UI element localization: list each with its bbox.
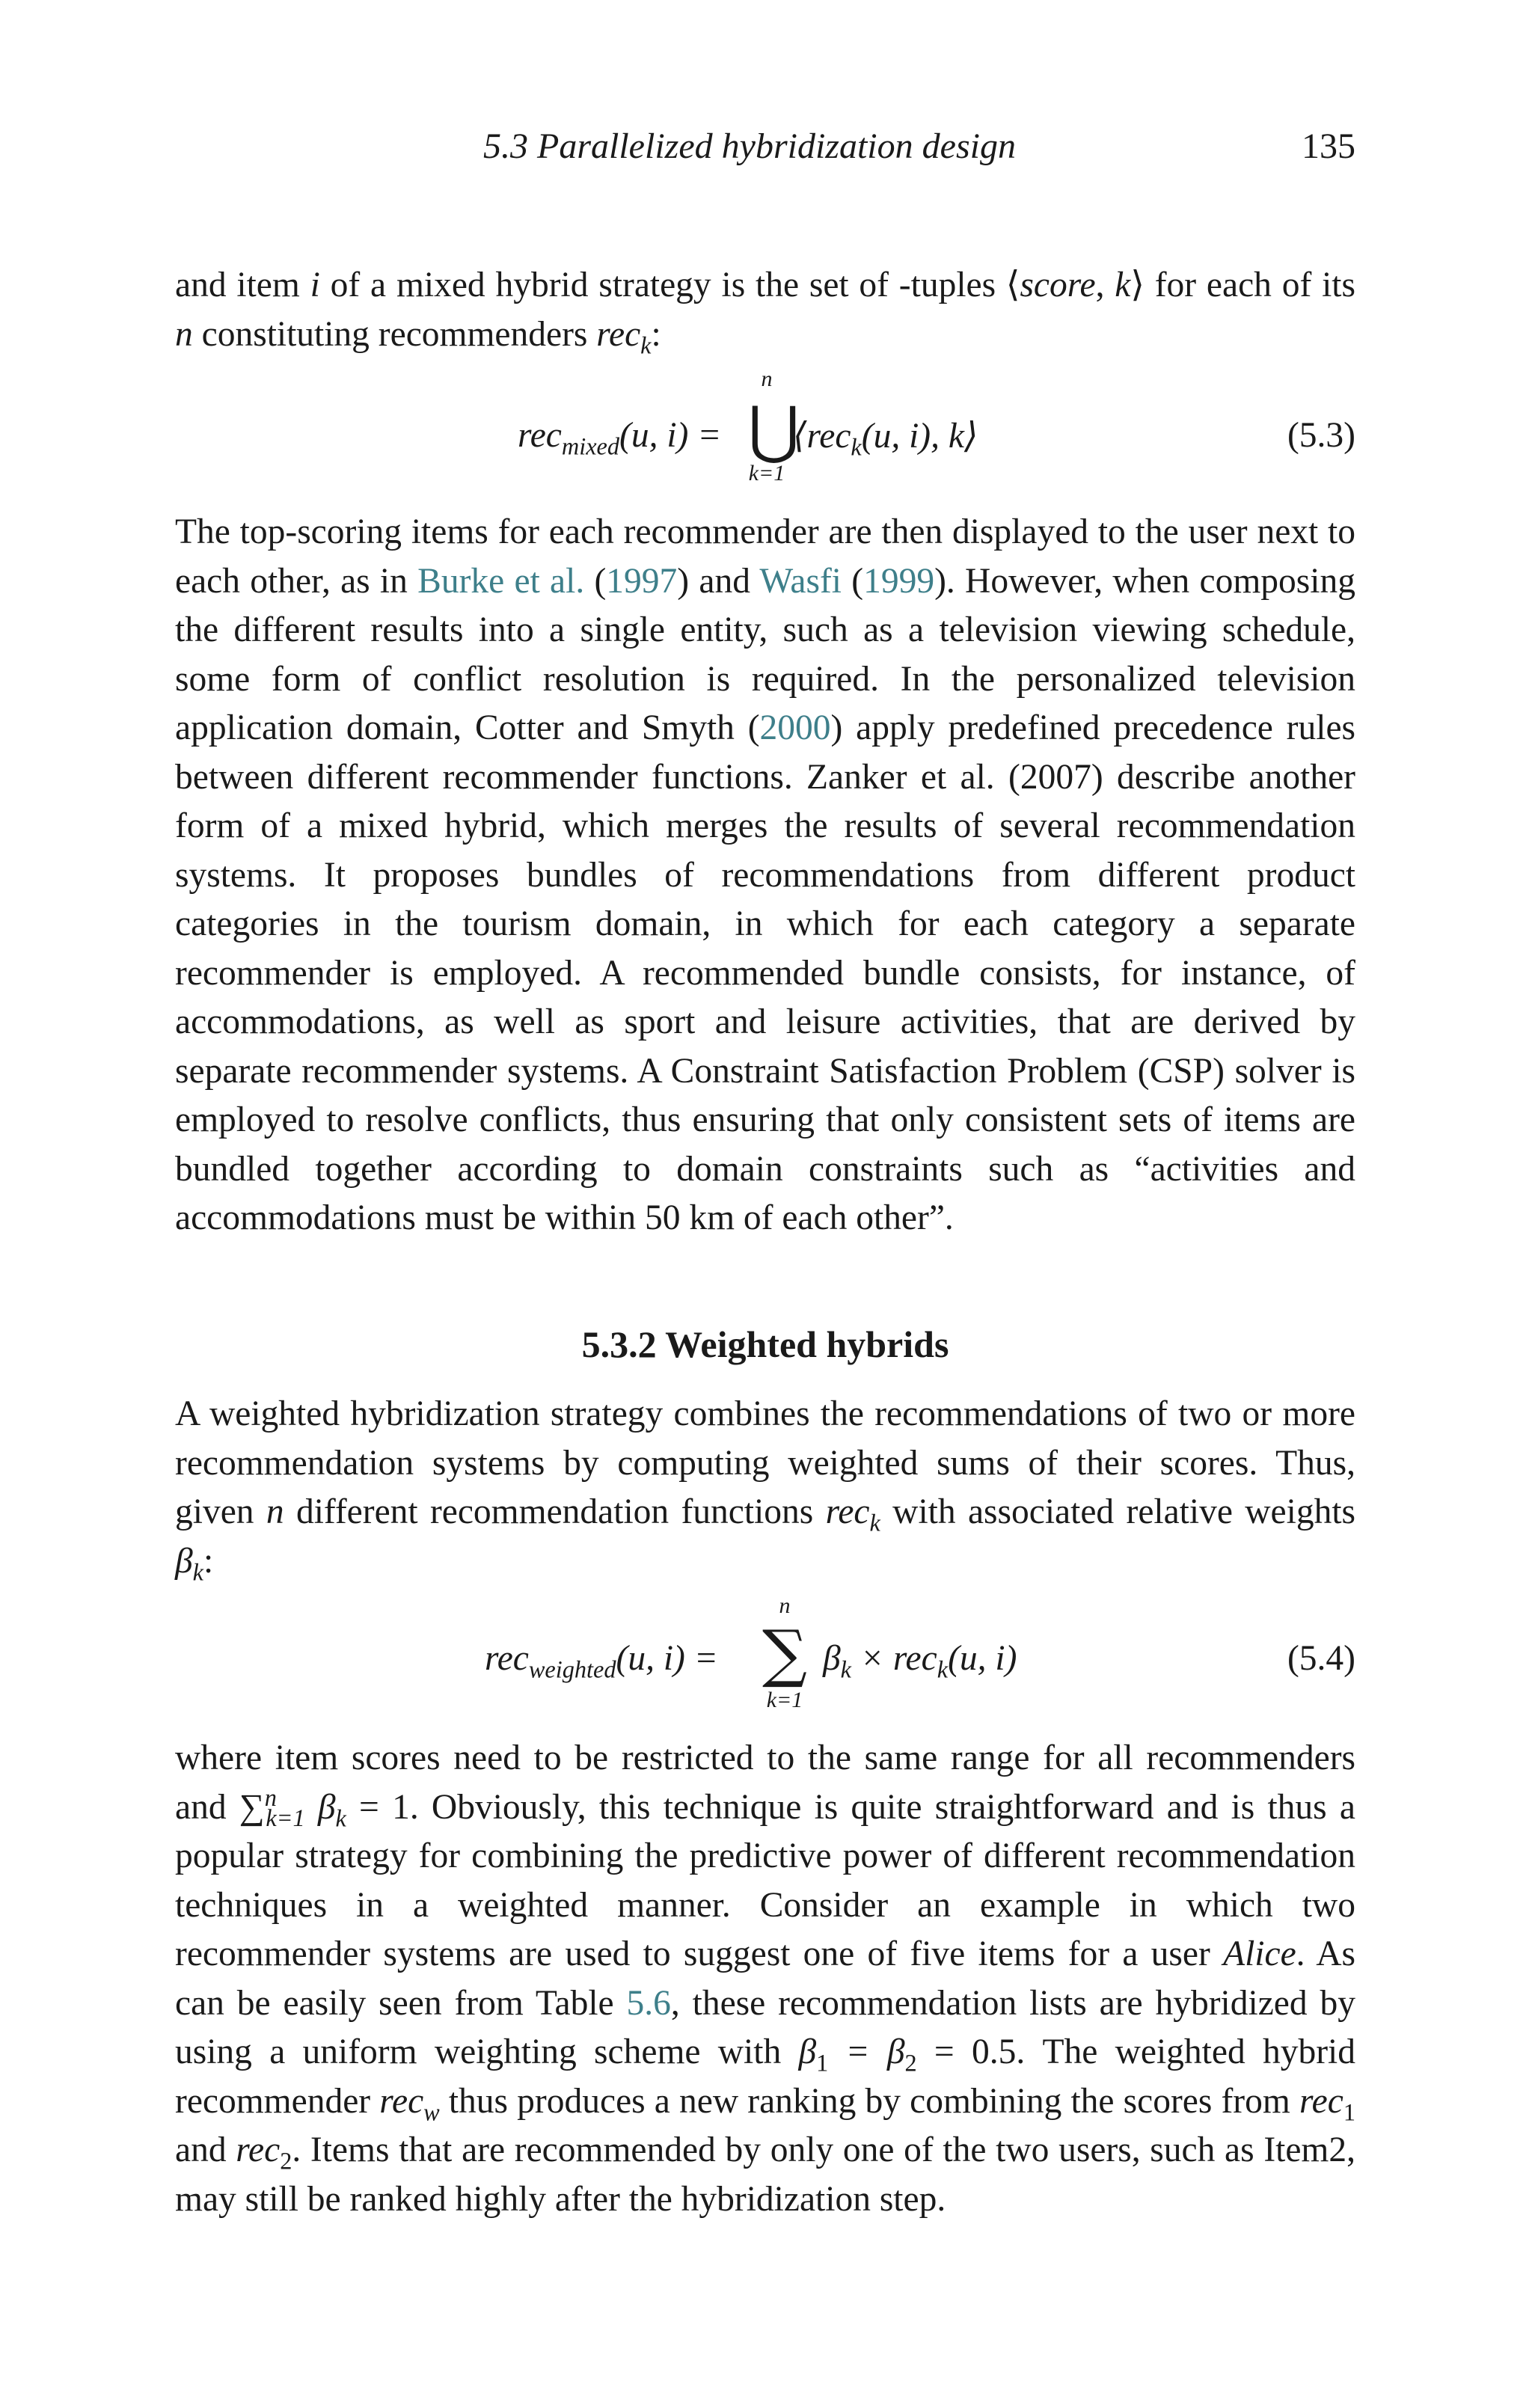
equation-5-4-rhs: $\beta_k \times rec_k(u$, i) bbox=[823, 1639, 1017, 1683]
equation-5-3 bbox=[175, 367, 1355, 494]
paragraph-mixed-hybrid-examples: The top-scoring items for each recommender are then displayed to the user next to each other, as in Burke et al. (1997) and Wasfi (1999). However, when composing the different results into a single entity, such as a television viewing schedule, some form of conflict resolution is required. In the personalized television application domain, Cotter and Smyth (2000) apply predefined precedence rules between different recommender functions. Zanker et al. (2007) describe another form of a mixed hybrid, which merges the results of several recommendation systems. It proposes bundles of recommendations from different product categories in the tourism domain, in which for each category a separate recommender is employed. A recommended bundle consists, for instance, of accommodations, as well as sport and leisure activities, that are derived by separate recommender systems. A Constraint Satisfaction Problem (CSP) solver is employed to resolve conflicts, thus ensuring that only consistent sets of items are bundled together according to domain constraints such as “activities and accommodations must be within 50 km of each other”. bbox=[175, 512, 1356, 1237]
citation-year-1999[interactable]: 1999 bbox=[863, 561, 935, 601]
union-upper-limit: n bbox=[761, 367, 773, 391]
citation-year-2000[interactable]: 2000 bbox=[759, 708, 831, 747]
paragraph-mixed-hybrid-def: and item i of a mixed hybrid strategy is the set of -tuples ⟨score, k⟩ for each of its n constituting recommenders rec$_k$: bbox=[175, 266, 1355, 358]
sum-lower-limit: k=1 bbox=[766, 1688, 803, 1712]
sum-upper-limit: n bbox=[779, 1593, 791, 1618]
page-number: 135 bbox=[1302, 126, 1355, 166]
equation-number-5-4: (5.4) bbox=[1287, 1639, 1355, 1678]
equation-5-3-rhs: ⟨rec$_k$(u, i), k⟩ bbox=[793, 417, 978, 461]
big-sum-symbol: ∑ bbox=[762, 1617, 807, 1690]
paragraph-weighted-hybrid-def: A weighted hybridization strategy combines the recommendations of two or more recommendation systems by computing weighted sums of their scores. Thus, given n different recommendation functions rec$_k$ with associated relative weights $\beta_k$: bbox=[175, 1394, 1356, 1585]
page bbox=[175, 0, 1355, 2408]
paragraph-weighted-hybrid-example: where item scores need to be restricted to the same range for all recommenders and ∑$^n_{k=1}$ $\beta_k = 1$. Obviously, this technique is quite straightforward and is thus a popular strategy for combining the predictive power of different recommendation techniques in a weighted manner. Consider an example in which two recommender systems are used to suggest one of five items for a user Alice. As can be easily seen from Table 5.6, these recommendation lists are hybridized by using a uniform weighting scheme with $\beta_1 = \beta_2 = 0.5$. The weighted hybrid recommender rec$_w$ thus produces a new ranking by combining the scores from rec$_1$ and rec$_2$. Items that are recommended by only one of the two users, such as Item2, may still be ranked highly after the hybridization step. bbox=[175, 1738, 1355, 2219]
citation-wasfi[interactable]: Wasfi bbox=[759, 561, 842, 601]
equation-5-4 bbox=[175, 1593, 1355, 1721]
inline-sum-symbol: ∑ bbox=[239, 1787, 265, 1827]
big-union-symbol: ⋃ bbox=[748, 393, 800, 466]
running-head bbox=[175, 126, 1355, 171]
citation-burke[interactable]: Burke et al. bbox=[417, 561, 585, 601]
equation-5-4-lhs: rec$_{weighted}$(u, i) = bbox=[485, 1639, 718, 1683]
table-reference-5-6[interactable]: 5.6 bbox=[626, 1983, 671, 2023]
union-lower-limit: k=1 bbox=[748, 461, 785, 485]
citation-year-1997[interactable]: 1997 bbox=[606, 561, 678, 601]
section-heading-weighted-hybrids: 5.3.2 Weighted hybrids bbox=[581, 1323, 949, 1365]
equation-number-5-3: (5.3) bbox=[1287, 416, 1355, 455]
equation-5-3-lhs: rec$_{mixed}$(u, i) = bbox=[518, 416, 722, 460]
running-head-title: 5.3 Parallelized hybridization design bbox=[483, 126, 1016, 166]
